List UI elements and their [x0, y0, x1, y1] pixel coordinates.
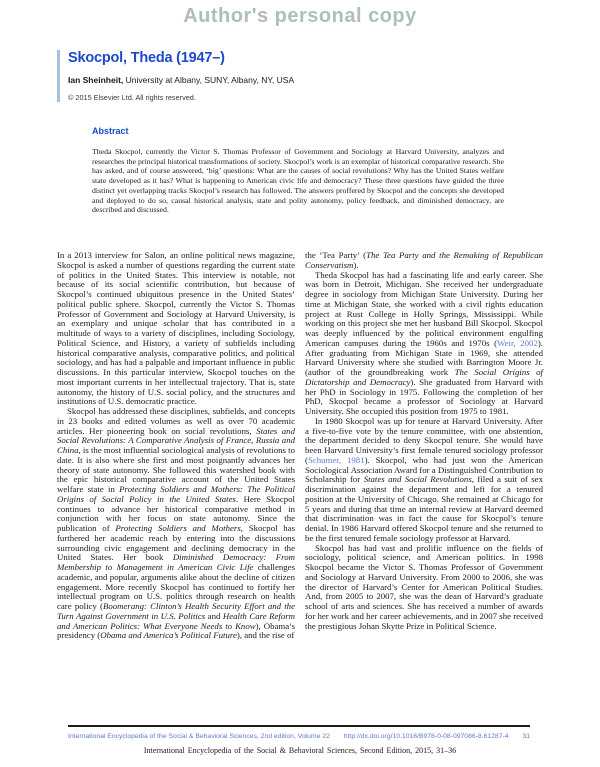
copyright-notice: © 2015 Elsevier Ltd. All rights reserved. [68, 93, 196, 102]
text-run: , Skocpol has furthered her academic reach by entering into the discussions surrounding civic engagement and declining democracy in the United States. Her book [57, 523, 295, 563]
abstract-text: Theda Skocpol, currently the Victor S. Thomas Professor of Government and Sociology at Harvard University, analyzes and researches the principal historical transformations of society. Skocpol’s work is an exemplar of historical comparative research. She has asked, and of course answered, ‘big’ questions: What are the causes of social revolutions? Why has the United States welfare state developed as it has? What is happening to American civic life and democracy? These three questions have guided the three distinct yet overlapping tracks Skocpol’s research has followed. The answers proffered by Skocpol and the concepts she developed and deployed to do so, causal historical analysis, state and polity autonomy, policy feedback, and diminished democracy, are described and discussed. [92, 147, 504, 215]
body-paragraph [57, 251, 295, 407]
book-title: The Social Origins of Dictatorship and Democracy [305, 367, 543, 387]
text-run: ). After graduating from Michigan State in 1969, she attended Harvard University where she studied with Barrington Moore Jr. (author of the groundbreaking work [305, 337, 543, 377]
body-paragraph [305, 417, 543, 544]
book-title: Health Care Reform and American Politics: What Everyone Needs to Know [57, 610, 295, 631]
text-run: the ‘Tea Party’ ( [305, 250, 367, 260]
text-run: Theda Skocpol has had a fascinating life and early career. She was born in Detroit, Michigan. She received her undergraduate degree in sociology from Michigan State University. During her time at Michigan State, she worked with a civil rights education project at Rust College in Holly Springs, Mississippi. While working on this project she met her husband Bill Skocpol. Skocpol was deeply influenced by the political environment engulfing American campuses during the 1960s and 1970s ( [305, 269, 543, 348]
footer-divider [68, 725, 530, 727]
doi-link[interactable]: http://dx.doi.org/10.1016/B978-0-08-097086-8.61287-4 [343, 733, 509, 740]
book-title: Obama and America’s Political Future [100, 630, 237, 641]
text-run: ). Skocpol, who had just won the American Sociological Association Award for a Distinguished Contribution to Scholarship for [305, 454, 543, 485]
footer-meta-row [68, 733, 530, 740]
book-title: States and Social Revolutions: A Comparative Analysis of France, Russia and China [57, 425, 295, 455]
body-paragraph [305, 271, 543, 417]
text-run: challenges academic, and popular, arguments alike about the decline of citizen engagement. More recently Skocpol has continued to fortify her intellectual program on U.S. politics through research on health care policy ( [57, 562, 296, 611]
book-title: States and Social Revolutions [363, 474, 472, 485]
text-run: ), and the rise of [236, 630, 295, 641]
body-paragraph [57, 407, 295, 641]
book-title: The Tea Party and the Remaking of Republican Conservatism [305, 250, 544, 270]
text-run: ), Obama’s presidency ( [57, 620, 295, 641]
text-run: In 1980 Skocpol was up for tenure at Harvard University. After a five-to-five vote by the tenure committee, with one abstention, the department decided to deny Skocpol tenure. She would have been Harvard University’s first female tenured sociology professor ( [305, 415, 543, 465]
footer-citation-line: International Encyclopedia of the Social & Behavioral Sciences, Second Edition, 2015, 31–36 [143, 746, 457, 755]
text-run: , is the most influential sociological analysis of revolutions to date. It is also where she first and most poignantly advances her theory of state autonomy. She followed this watershed book with the epic historical comparative account of the United States welfare state in [57, 445, 295, 494]
book-title: Diminished Democracy: From Membership to Management in American Civic Life [57, 552, 296, 572]
body-paragraph [305, 544, 543, 632]
text-run: In a 2013 interview for Salon, an online political news magazine, Skocpol is asked a number of questions regarding the current state of politics in the United States. This interview is notable, not because of its social scientific contribution, but because of Skocpol’s continued ubiquitous presence in the United States’ political public sphere. Skocpol, currently the Victor S. Thomas Professor of Government and Sociology at Harvard University, is an exemplary and unique scholar that has contributed in a multitude of ways to a variety of disciplines, including Sociology, Political Science, and History, a variety of subfields including historical comparative analysis, comparative politics, and political sociology, and has had a palpable and important influence in public discussions. In this particular interview, Skocpol touches on the most important currents in her intellectual trajectory. That is, state autonomy, the history of U.S. social policy, and the structures and institutions of U.S. democratic practice. [57, 250, 295, 407]
body-paragraph [305, 251, 543, 271]
text-run: ). She graduated from Harvard with her PhD in Sociology in 1975. Following the completion of her PhD, Skocpol became a professor of Sociology at Harvard University. She occupied this position from 1975 to 1981. [305, 376, 543, 416]
author-affiliation: University at Albany, SUNY, Albany, NY, USA [125, 75, 295, 85]
abstract-section [92, 126, 504, 215]
text-run: Skocpol has addressed these disciplines, subfields, and concepts in 23 books and edited volumes as well as over 70 academic articles. Her pioneering book on social revolutions, [57, 406, 295, 436]
article-title: Skocpol, Theda (1947–) [68, 50, 225, 66]
book-title: Protecting Soldiers and Mothers [115, 523, 241, 533]
footer-journal-info: International Encyclopedia of the Social & Behavioral Sciences, 2nd edition, Volume 22 [68, 733, 330, 740]
abstract-heading: Abstract [92, 126, 129, 136]
book-title: Boomerang: Clinton’s Health Security Effort and the Turn Against Government in U.S. Politics [57, 601, 295, 621]
article-header [57, 50, 508, 102]
citation-link[interactable]: Schumer, 1981 [307, 454, 365, 465]
text-run: . Here Skocpol continues to advance her historical comparative method in conjunction with her focus on state autonomy. Since the publication of [57, 493, 295, 533]
citation-link[interactable]: Weir, 2002 [497, 337, 538, 348]
text-run: , filed a suit of sex discrimination against the department and left for a tenured position at the University of Chicago. She remained at Chicago for 5 years and during that time an internal review at Harvard deemed that discrimination was in fact the cause for Skocpol’s tenure denial. In 1986 Harvard offered Skocpol tenure and she returned to be the first tenured female sociology professor at Harvard. [305, 474, 543, 543]
author-byline [68, 75, 508, 85]
text-run: ). [353, 259, 359, 270]
body-column-left [57, 251, 295, 641]
body-column-right [305, 251, 543, 631]
page-number: 31 [522, 733, 530, 740]
text-run: Skocpol has had vast and prolific influence on the fields of sociology, political science, and American politics. In 1998 Skocpol became the Victor S. Thomas Professor of Government and Sociology at Harvard University. From 2000 to 2006, she was the director of Harvard’s Center for American Political Studies. And, from 2005 to 2007, she was the dean of Harvard’s graduate school of arts and sciences. She has received a number of awards for her work and her career achievements, and in 2007 she received the prestigious Johan Skytte Prize in Political Science. [305, 542, 543, 631]
text-run: and [205, 610, 223, 621]
book-title: Protecting Soldiers and Mothers: The Political Origins of Social Policy in the United States [57, 484, 296, 504]
author-name: Ian Sheinheit, [68, 75, 124, 85]
authors-personal-copy-watermark: Author's personal copy [183, 5, 417, 27]
